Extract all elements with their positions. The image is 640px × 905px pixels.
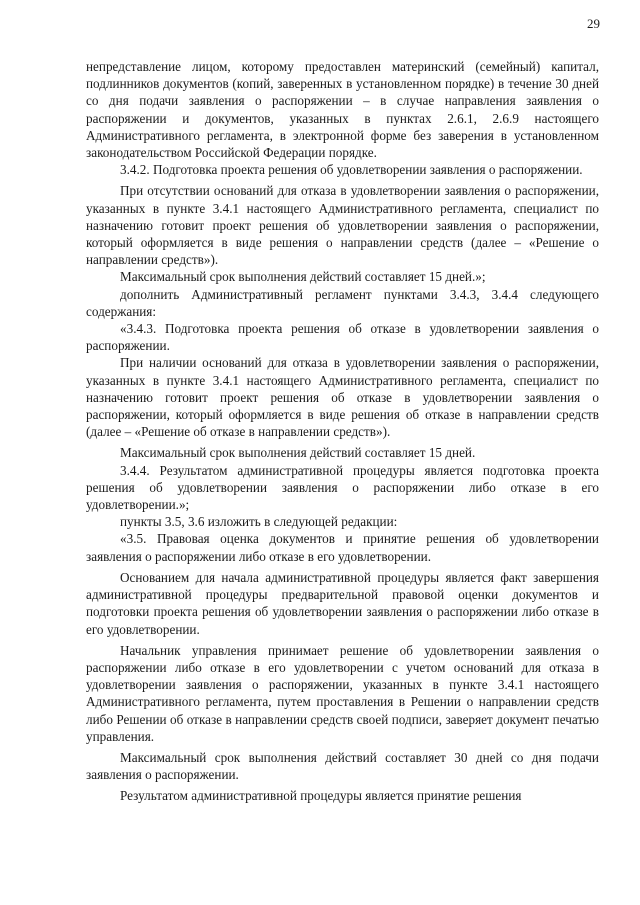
paragraph-heading: «3.5. Правовая оценка документов и принятие решения об удовлетворении заявления о распоряжении либо отказе в его удовлетворении. xyxy=(86,531,599,564)
document-body xyxy=(86,58,599,805)
paragraph: Максимальный срок выполнения действий составляет 30 дней со дня подачи заявления о распоряжении. xyxy=(86,749,599,783)
paragraph: Максимальный срок выполнения действий составляет 15 дней.»; xyxy=(120,269,486,285)
paragraph: Результатом административной процедуры является принятие решения xyxy=(120,788,522,804)
paragraph: При отсутствии оснований для отказа в удовлетворении заявления о распоряжении, указанных в пункте 3.4.1 настоящего Административного регламента, специалист по назначению готовит проект решения об удовлетворении заявления о распоряжении, который оформляется в виде решения о направлении средств (далее – «Решение о направлении средств»). xyxy=(86,183,599,268)
paragraph: При наличии оснований для отказа в удовлетворении заявления о распоряжении, указанных в пункте 3.4.1 настоящего Административного регламента, специалист по назначению готовит проект решения об отказе в удовлетворении заявления о распоряжении, который оформляется в виде решения об отказе в направлении средств (далее – «Решение об отказе в направлении средств»). xyxy=(86,355,599,440)
paragraph: непредставление лицом, которому предоставлен материнский (семейный) капитал, подлинников документов (копий, заверенных в установленном порядке) в течение 30 дней со дня подачи заявления о распоряжении – в случае направления заявления о распоряжении и документов, указанных в пунктах 2.6.1, 2.6.9 настоящего Административного регламента, в электронной форме без заверения в установленном законодательством Российской Федерации порядке. xyxy=(86,59,599,161)
paragraph: 3.4.4. Результатом административной процедуры является подготовка проекта решения об удовлетворении заявления о распоряжении либо отказе в его удовлетворении.»; xyxy=(86,462,599,513)
paragraph: дополнить Административный регламент пунктами 3.4.3, 3.4.4 следующего содержания: xyxy=(86,286,599,319)
page-number: 29 xyxy=(587,16,600,31)
paragraph: Основанием для начала административной процедуры является факт завершения административной процедуры предварительной правовой оценки документов и подготовки проекта решения об удовлетворении заявления о распоряжении либо отказе в его удовлетворении. xyxy=(86,569,599,637)
paragraph: Максимальный срок выполнения действий составляет 15 дней. xyxy=(120,445,476,461)
paragraph-heading: «3.4.3. Подготовка проекта решения об отказе в удовлетворении заявления о распоряжении. xyxy=(86,321,599,354)
paragraph-heading: 3.4.2. Подготовка проекта решения об удовлетворении заявления о распоряжении. xyxy=(120,162,583,178)
paragraph: пункты 3.5, 3.6 изложить в следующей редакции: xyxy=(120,514,398,530)
paragraph: Начальник управления принимает решение об удовлетворении заявления о распоряжении либо отказе в его удовлетворении с учетом оснований для отказа в удовлетворении заявления о распоряжении, указанных в пункте 3.4.1 настоящего Административного регламента, путем проставления в Решении о направлении средств либо Решении об отказе в направлении средств своей подписи, заверяет документ печатью управления. xyxy=(86,642,599,744)
